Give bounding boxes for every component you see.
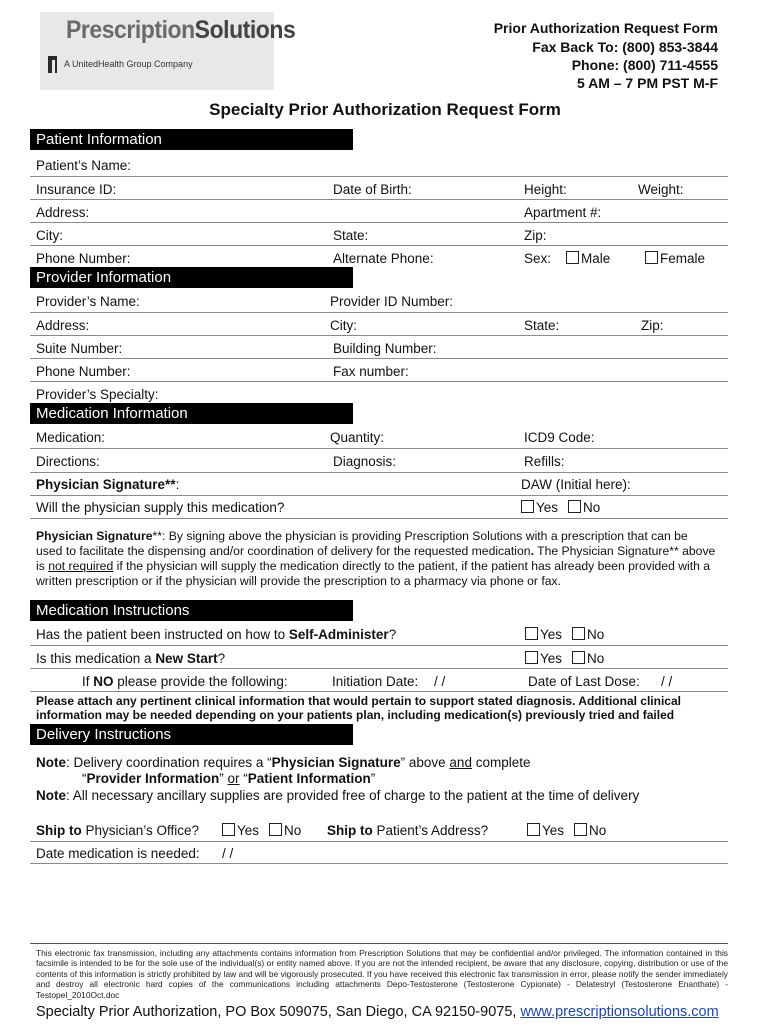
logo-name-part2: Solutions bbox=[194, 16, 296, 44]
initiation-date-label: Initiation Date: bbox=[332, 674, 419, 689]
self-administer-question bbox=[36, 627, 396, 642]
initiation-date-blank[interactable]: / / bbox=[434, 674, 446, 689]
signature-label-bold: Physician Signature** bbox=[36, 477, 176, 492]
provider-fax-label: Fax number: bbox=[333, 364, 409, 379]
self-administer-no-checkbox[interactable] bbox=[572, 627, 585, 640]
supply-no-checkbox[interactable] bbox=[568, 500, 581, 513]
sex-female-option[interactable] bbox=[645, 251, 705, 266]
diagnosis-label: Diagnosis: bbox=[333, 454, 397, 469]
dob-label: Date of Birth: bbox=[333, 182, 412, 197]
divider bbox=[30, 668, 728, 669]
building-number-label: Building Number: bbox=[333, 341, 437, 356]
no-label: No bbox=[587, 627, 605, 642]
sex-male-option[interactable] bbox=[566, 251, 610, 266]
supply-yes-option[interactable] bbox=[521, 500, 558, 515]
provider-id-label: Provider ID Number: bbox=[330, 294, 454, 309]
divider bbox=[30, 495, 728, 496]
divider bbox=[30, 841, 728, 842]
signature-colon: : bbox=[175, 477, 180, 492]
supply-yes-checkbox[interactable] bbox=[521, 500, 534, 513]
note3-text: : All necessary ancillary supplies are provided free of charge to the patient at the time of delivery bbox=[66, 788, 640, 803]
note-stars: ** bbox=[152, 529, 162, 543]
delivery-note-2 bbox=[82, 771, 375, 786]
physician-signature-label bbox=[36, 477, 179, 492]
patient-address-no-option[interactable] bbox=[574, 823, 606, 838]
physician-signature-note bbox=[36, 529, 716, 589]
self-administer-no-option[interactable] bbox=[572, 627, 604, 642]
quantity-label: Quantity: bbox=[330, 430, 385, 445]
new-start-question bbox=[36, 651, 225, 666]
note-text3: if the physician will supply the medication directly to the patient, if the patient has already been provided with a written prescription or if the physician will provide the prescription to a pharmacy via phone or fax. bbox=[36, 559, 711, 588]
note2-d: “ bbox=[239, 771, 248, 786]
last-dose-label: Date of Last Dose: bbox=[528, 674, 640, 689]
patient-name-label: Patient’s Name: bbox=[36, 158, 132, 173]
divider bbox=[30, 518, 728, 519]
divider bbox=[30, 645, 728, 646]
new-start-yes-checkbox[interactable] bbox=[525, 651, 538, 664]
note1-c: ” above bbox=[400, 755, 450, 770]
footer-address-text: Specialty Prior Authorization, PO Box 509075, San Diego, CA 92150-9075, bbox=[36, 1004, 521, 1020]
q2-pre: Is this medication a bbox=[36, 651, 156, 666]
note1-d: complete bbox=[471, 755, 531, 770]
divider bbox=[30, 312, 728, 313]
provider-specialty-label: Provider’s Specialty: bbox=[36, 387, 159, 402]
divider bbox=[30, 691, 728, 692]
insurance-id-label: Insurance ID: bbox=[36, 182, 117, 197]
note2-f: ” bbox=[370, 771, 376, 786]
icd9-label: ICD9 Code: bbox=[524, 430, 595, 445]
note-period: . bbox=[530, 544, 534, 558]
sex-label: Sex: bbox=[524, 251, 552, 266]
note2-b: Provider Information bbox=[86, 771, 220, 786]
website-link[interactable]: www.prescriptionsolutions.com bbox=[520, 1004, 719, 1020]
date-needed-blank[interactable]: / / bbox=[222, 846, 234, 861]
note-not-required: not required bbox=[48, 559, 114, 573]
provider-address-label: Address: bbox=[36, 318, 90, 333]
daw-label: DAW (Initial here): bbox=[521, 477, 631, 492]
header-hours: 5 AM – 7 PM PST M-F bbox=[576, 75, 718, 91]
divider bbox=[30, 199, 728, 200]
section-delivery-instructions: Delivery Instructions bbox=[30, 724, 353, 745]
patient-address-no-checkbox[interactable] bbox=[574, 823, 587, 836]
ship-to-bold: Ship to bbox=[327, 823, 373, 838]
yes-label: Yes bbox=[237, 823, 260, 838]
divider bbox=[30, 358, 728, 359]
directions-label: Directions: bbox=[36, 454, 100, 469]
provider-zip-label: Zip: bbox=[641, 318, 664, 333]
logo-tagline: A UnitedHealth Group Company bbox=[64, 59, 193, 69]
footer-divider bbox=[30, 943, 728, 944]
patient-phone-label: Phone Number: bbox=[36, 251, 131, 266]
no-label: No bbox=[589, 823, 607, 838]
if-post: please provide the following: bbox=[113, 674, 288, 689]
if-no-instruction bbox=[82, 674, 288, 689]
office-no-checkbox[interactable] bbox=[269, 823, 282, 836]
new-start-no-option[interactable] bbox=[572, 651, 604, 666]
page-title: Specialty Prior Authorization Request Form bbox=[209, 100, 561, 119]
note-text1: : By signing above the physician is providing Prescription Solutions with a prescription that can be used to facilitate the dispensing and/or coordination of delivery for the requested medication bbox=[36, 529, 688, 558]
male-checkbox[interactable] bbox=[566, 251, 579, 264]
patient-city-label: City: bbox=[36, 228, 63, 243]
provider-city-label: City: bbox=[330, 318, 357, 333]
refills-label: Refills: bbox=[524, 454, 565, 469]
q1-post: ? bbox=[388, 627, 397, 642]
female-label: Female bbox=[660, 251, 706, 266]
female-checkbox[interactable] bbox=[645, 251, 658, 264]
section-medication-information: Medication Information bbox=[30, 403, 353, 424]
if-bold: NO bbox=[93, 674, 114, 689]
patient-address-yes-option[interactable] bbox=[527, 823, 564, 838]
medication-label: Medication: bbox=[36, 430, 106, 445]
header-fax: Fax Back To: (800) 853-3844 bbox=[532, 39, 718, 55]
no-label: No bbox=[583, 500, 601, 515]
patient-state-label: State: bbox=[333, 228, 369, 243]
supply-no-option[interactable] bbox=[568, 500, 600, 515]
yes-label: Yes bbox=[540, 651, 563, 666]
office-yes-checkbox[interactable] bbox=[222, 823, 235, 836]
section-provider-information: Provider Information bbox=[30, 267, 353, 288]
new-start-yes-option[interactable] bbox=[525, 651, 562, 666]
note-label: Note bbox=[36, 788, 66, 803]
q1-pre: Has the patient been instructed on how to bbox=[36, 627, 289, 642]
if-pre: If bbox=[82, 674, 94, 689]
delivery-note-1 bbox=[36, 755, 530, 770]
note2-a: “ bbox=[82, 771, 87, 786]
divider bbox=[30, 863, 728, 864]
note-text2: The Physician Signature** above is bbox=[36, 544, 716, 573]
logo-name-part1: Prescription bbox=[66, 16, 195, 44]
patient-zip-label: Zip: bbox=[524, 228, 547, 243]
ship-to-patient-label bbox=[327, 823, 488, 838]
self-administer-yes-option[interactable] bbox=[525, 627, 562, 642]
delivery-note-3 bbox=[36, 788, 639, 803]
yes-label: Yes bbox=[542, 823, 565, 838]
divider bbox=[30, 381, 728, 382]
male-label: Male bbox=[581, 251, 611, 266]
q2-post: ? bbox=[217, 651, 226, 666]
note1-a: : Delivery coordination requires a “ bbox=[66, 755, 272, 770]
patient-address-label: Address: bbox=[36, 205, 90, 220]
office-yes-option[interactable] bbox=[222, 823, 259, 838]
yes-label: Yes bbox=[536, 500, 559, 515]
apartment-label: Apartment #: bbox=[524, 205, 602, 220]
date-needed-label: Date medication is needed: bbox=[36, 846, 200, 861]
provider-state-label: State: bbox=[524, 318, 560, 333]
header-form-name: Prior Authorization Request Form bbox=[493, 20, 718, 36]
footer-address bbox=[36, 1004, 719, 1020]
ship-to-office-label bbox=[36, 823, 199, 838]
new-start-no-checkbox[interactable] bbox=[572, 651, 585, 664]
provider-name-label: Provider’s Name: bbox=[36, 294, 140, 309]
suite-number-label: Suite Number: bbox=[36, 341, 123, 356]
divider bbox=[30, 222, 728, 223]
height-label: Height: bbox=[524, 182, 567, 197]
note2-or: or bbox=[227, 771, 240, 786]
no-label: No bbox=[284, 823, 302, 838]
yes-label: Yes bbox=[540, 627, 563, 642]
clinical-info-note: Please attach any pertinent clinical information that would pertain to support stated diagnosis. Additional clinical information may be needed depending on your patients plan, including medication(s) previously tried and failed bbox=[36, 694, 681, 722]
divider bbox=[30, 176, 728, 177]
office-text: Physician’s Office? bbox=[81, 823, 200, 838]
patient-address-text: Patient’s Address? bbox=[372, 823, 489, 838]
office-no-option[interactable] bbox=[269, 823, 301, 838]
supply-medication-question: Will the physician supply this medication? bbox=[36, 500, 285, 515]
no-label: No bbox=[587, 651, 605, 666]
company-logo-name bbox=[66, 16, 295, 45]
section-medication-instructions: Medication Instructions bbox=[30, 600, 353, 621]
q2-bold: New Start bbox=[155, 651, 218, 666]
note-lead: Physician Signature bbox=[36, 529, 153, 543]
alternate-phone-label: Alternate Phone: bbox=[333, 251, 434, 266]
divider bbox=[30, 335, 728, 336]
note2-c: ” bbox=[219, 771, 228, 786]
provider-phone-label: Phone Number: bbox=[36, 364, 131, 379]
logo-mark-inner bbox=[52, 60, 55, 73]
divider bbox=[30, 472, 728, 473]
note-label: Note bbox=[36, 755, 66, 770]
section-patient-information: Patient Information bbox=[30, 129, 353, 150]
note1-and: and bbox=[449, 755, 472, 770]
last-dose-blank[interactable]: / / bbox=[661, 674, 673, 689]
ship-to-bold: Ship to bbox=[36, 823, 82, 838]
self-administer-yes-checkbox[interactable] bbox=[525, 627, 538, 640]
q1-bold: Self-Administer bbox=[288, 627, 389, 642]
note2-e: Patient Information bbox=[247, 771, 371, 786]
weight-label: Weight: bbox=[638, 182, 684, 197]
note1-b: Physician Signature bbox=[271, 755, 401, 770]
divider bbox=[30, 448, 728, 449]
patient-address-yes-checkbox[interactable] bbox=[527, 823, 540, 836]
confidentiality-disclaimer: This electronic fax transmission, including any attachments contains information from Prescription Solutions that may be confidential and/or privileged. The information contained in this facsimile is intended to be for the sole use of the individual(s) or entity named above. If you are not the intended recipient, be aware that any disclosure, copying, distribution or use of the contents of this information is strictly prohibited by law and will be vigorously prosecuted. If you have received this electronic fax transmission in error, please notify the sender immediately and destroy all electronic hard copies of the communications including attachments Depo-Testosterone (Testosterone Cypionate) - Delatestryl (Testosterone Enanthate) - Testopel_2010Oct.doc bbox=[36, 948, 728, 1000]
header-phone: Phone: (800) 711-4555 bbox=[571, 57, 718, 73]
divider bbox=[30, 245, 728, 246]
